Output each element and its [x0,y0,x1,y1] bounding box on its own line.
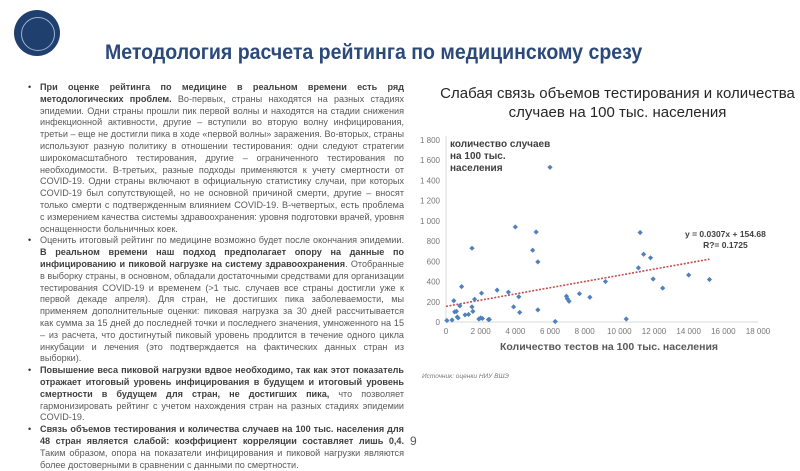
data-point [451,298,456,303]
bullet-text: . Отобранные в выборку страны, в основном, обладали достаточными средствами для организации тестирования COVID-19 и временем (>1 тыс. случаев все страны достигли уже к первой декаде апреля). Для стран, не достигших пика заболеваемости, мы применяем дополнительные оценки: пиковая нагрузка за 30 дней рассчитывается как сумма за 15 дней до последней точки и последнего значения, умноженного на 15 – из расчета, что достигнутый пиковый уровень продлится в течение одного цикла инкубации и лечения (это подтверждается на фактических данных стран из выборки). [40,258,404,364]
bullet-text: Оценить итоговый рейтинг по медицине возможно будет после окончания эпидемии. [40,235,404,246]
data-point [513,224,518,229]
x-tick-label: 6 000 [539,327,561,336]
hse-logo [14,10,60,56]
equation-text: y = 0.0307x + 154.68 [685,229,766,239]
data-point [686,272,691,277]
bullet-2 [28,235,404,365]
r-squared-text: R?= 0.1725 [703,240,748,250]
y-tick-label: 1 600 [419,156,440,166]
bullet-bold: Повышение веса пиковой нагрузки вдвое необходимо, так как этот показатель отражает итоговый уровень инфицирования в будущем и итоговый уровень смертности в будущем для стран, не достигших пика, [40,365,404,399]
x-tick-label: 8 000 [574,327,595,336]
bullet-bold: При оценке рейтинга по медицине в реальном времени есть ряд методологических проблем. [40,82,404,104]
data-point [487,317,492,322]
data-point [506,290,511,295]
source-note: Источник: оценки НИУ ВШЭ [422,373,509,380]
chart-title: Слабая связь объемов тестирования и количества случаев на 100 тыс. населения [440,85,795,121]
x-tick-label: 12 000 [641,327,667,336]
data-point [577,291,582,296]
bullet-text: что позволяет гармонизировать рейтинг с учетом нахождения стран на разных стадиях эпидемии COVID-19. [40,388,404,423]
x-tick-label: 16 000 [711,327,736,336]
y-tick-label: 0 [435,318,440,327]
data-point [648,255,653,260]
data-point [534,229,539,234]
y-tick-label: 1 800 [419,136,440,145]
bullet-4 [28,424,404,471]
page-title: Методология расчета рейтинга по медицинскому срезу [105,41,643,64]
bullet-bold: Связь объемов тестирования и количества случаев на 100 тыс. населения для 48 стран является слабой: коэффициент корреляции составляет лишь 0,4. [40,424,404,446]
data-point [651,276,656,281]
data-point [530,248,535,253]
bullet-list [28,82,404,471]
y-tick-label: 800 [426,237,440,247]
trendline [446,259,709,306]
data-point [638,230,643,235]
data-point [707,277,712,282]
data-point [553,319,558,324]
data-point [479,291,484,296]
y-tick-label: 200 [426,297,440,307]
data-point [535,259,540,264]
x-tick-label: 10 000 [607,327,632,336]
bullet-1 [28,82,404,235]
data-point [495,288,500,293]
x-tick-label: 4 000 [505,327,526,336]
data-point [535,307,540,312]
y-tick-label: 400 [426,277,440,287]
y-axis-label: количество случаев на 100 тыс. населения [450,139,551,174]
data-point [516,294,521,299]
bullet-text: Таким образом, опора на показатели инфицирования и пиковой нагрузки являются более достоверными в сравнении с данными по смертности. [40,447,404,470]
bullet-text: Во-первых, страны находятся на разных стадиях эпидемии. Одни страны прошли пик первой волны и находятся на стадии снижения инфекционной активности, другие – вступили во вторую волну инфицирования, третьи – еще не достигли пика в ходе «первой волны» заражения. Во-вторых, страны используют разную политику в отношении тестирования: одни следуют стратегии широкомасштабного тестирования, другие – ограниченного тестирования по необходимости. В-третьих, разные подходы применяются к учету смертности от COVID-19. Одни страны включают в официальную статистику случаи, при которых COVID-19 был сопутствующей, но не основной причиной смерти, другие – вносят только смерти с подтвержденным влиянием COVID-19. В-четвертых, есть проблема с измерением качества системы здравоохранения: уровня подготовки врачей, уровня оснащенности больничных коек. [40,93,404,234]
data-point [469,304,474,309]
data-point [459,284,464,289]
data-point [636,265,641,270]
y-tick-label: 600 [426,257,440,267]
y-tick-label: 1 000 [419,216,440,226]
data-point [603,279,608,284]
bullet-3 [28,365,404,424]
x-axis-label: Количество тестов на 100 тыс. населения [500,341,719,353]
data-point [587,295,592,300]
x-tick-label: 0 [443,327,449,336]
data-point [517,310,522,315]
data-point [660,286,665,291]
data-point [511,304,516,309]
data-point [466,312,471,317]
y-tick-label: 1 200 [419,196,440,206]
x-tick-label: 2 000 [470,327,491,336]
data-point [641,252,646,257]
y-tick-label: 1 400 [419,176,440,186]
trendline-equation [685,229,766,251]
x-tick-label: 14 000 [676,327,701,336]
data-point [624,316,629,321]
data-point [470,309,475,314]
page-number: 9 [410,434,417,448]
x-tick-label: 18 000 [745,327,771,336]
bullet-bold: В реальном времени наш подход предполагает опору на данные по инфицированию и пиковой нагрузке на систему здравоохранения [40,247,404,269]
data-point [472,297,477,302]
data-point [469,246,474,251]
